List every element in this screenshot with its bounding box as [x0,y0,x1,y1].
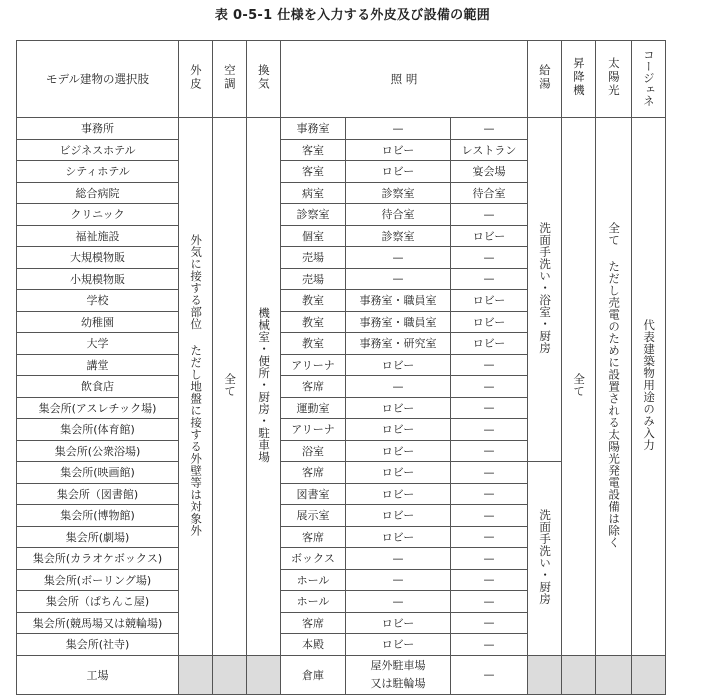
header-row [17,41,666,118]
model-name: 集会所(ボーリング場) [17,569,179,591]
lighting-room-1: 事務室 [281,118,346,140]
model-name: 集会所(劇場) [17,526,179,548]
lighting-room-3: — [451,462,528,484]
lighting-room-1: 個室 [281,225,346,247]
model-name: 集会所(体育館) [17,419,179,441]
header-cogeneration: コージェネ [632,41,666,118]
lighting-room-3: — [451,655,528,694]
lighting-room-3: — [451,612,528,634]
header-lighting: 照 明 [281,41,528,118]
lighting-room-2: ロビー [346,634,451,656]
model-name: 幼稚園 [17,311,179,333]
lighting-room-1: 病室 [281,182,346,204]
envelope-cell-factory [179,655,213,694]
lighting-room-3: — [451,268,528,290]
table-row-factory [17,655,666,694]
hot-water-cell-1: 洗面手洗い・浴室・厨房 [528,118,562,462]
ventilation-cell-factory [247,655,281,694]
lighting-room-2: — [346,591,451,613]
lighting-room-3: — [451,204,528,226]
lighting-room-1: 教室 [281,333,346,355]
lighting-room-3: — [451,505,528,527]
lighting-room-3: ロビー [451,290,528,312]
model-name: 大規模物販 [17,247,179,269]
lighting-room-1: 展示室 [281,505,346,527]
lighting-room-2: ロビー [346,354,451,376]
lighting-room-3: 待合室 [451,182,528,204]
lighting-room-2: ロビー [346,440,451,462]
lighting-room-2: ロビー [346,612,451,634]
lighting-room-2: ロビー [346,161,451,183]
lighting-room-2: — [346,118,451,140]
model-name: 大学 [17,333,179,355]
lighting-room-2-line-1: 屋外駐車場 [370,659,426,673]
lighting-room-2: 診察室 [346,225,451,247]
lighting-room-3: — [451,569,528,591]
lighting-room-2: ロビー [346,462,451,484]
lighting-room-2: 事務室・職員室 [346,311,451,333]
lighting-room-2: ロビー [346,526,451,548]
lighting-room-1: 教室 [281,290,346,312]
lighting-room-1: 客席 [281,612,346,634]
model-name: 集会所(映画館) [17,462,179,484]
model-name: 集会所(社寺) [17,634,179,656]
header-solar: 太陽光 [596,41,632,118]
lighting-room-1: 客室 [281,139,346,161]
lighting-room-1: 客席 [281,376,346,398]
lighting-room-3: — [451,526,528,548]
model-name: 集会所(アスレチック場) [17,397,179,419]
model-name: 集会所（図書館) [17,483,179,505]
lighting-room-2: — [346,569,451,591]
model-name: ビジネスホテル [17,139,179,161]
header-envelope: 外皮 [179,41,213,118]
lighting-room-3: — [451,354,528,376]
table-row [17,118,666,140]
lighting-room-3: — [451,440,528,462]
lighting-room-1: 倉庫 [281,655,346,694]
model-name: 小規模物販 [17,268,179,290]
lighting-room-2: 事務室・研究室 [346,333,451,355]
model-name: 総合病院 [17,182,179,204]
model-name: 飲食店 [17,376,179,398]
lighting-room-1: 運動室 [281,397,346,419]
model-name: 事務所 [17,118,179,140]
ventilation-cell: 機械室・便所・厨房・駐車場 [247,118,281,656]
header-elevator: 昇降機 [562,41,596,118]
model-name: 集会所（ぱちんこ屋) [17,591,179,613]
lighting-room-3: — [451,591,528,613]
lighting-room-1: 売場 [281,247,346,269]
lighting-room-1: 客席 [281,526,346,548]
lighting-room-3: — [451,483,528,505]
lighting-room-3: — [451,634,528,656]
model-name: 集会所(公衆浴場) [17,440,179,462]
model-name: クリニック [17,204,179,226]
lighting-room-1: ホール [281,569,346,591]
model-name: 集会所(博物館) [17,505,179,527]
lighting-room-1: 売場 [281,268,346,290]
elevator-cell: 全て [562,118,596,656]
lighting-room-3: — [451,376,528,398]
lighting-room-1: 浴室 [281,440,346,462]
lighting-room-2: ロビー [346,139,451,161]
header-ventilation: 換気 [247,41,281,118]
model-name: 学校 [17,290,179,312]
lighting-room-2: 診察室 [346,182,451,204]
lighting-room-3: 宴会場 [451,161,528,183]
lighting-room-2: — [346,247,451,269]
lighting-room-2: — [346,376,451,398]
lighting-room-1: ホール [281,591,346,613]
lighting-room-1: 本殿 [281,634,346,656]
solar-cell-factory [596,655,632,694]
lighting-room-3: レストラン [451,139,528,161]
lighting-room-3: ロビー [451,225,528,247]
lighting-room-2: ロビー [346,397,451,419]
hvac-cell-factory [213,655,247,694]
elevator-cell-factory [562,655,596,694]
header-model: モデル建物の選択肢 [17,41,179,118]
lighting-room-1: 図書室 [281,483,346,505]
lighting-room-2: ロビー [346,483,451,505]
lighting-room-1: 診察室 [281,204,346,226]
lighting-room-2: — [346,268,451,290]
lighting-room-2: ロビー [346,505,451,527]
hot-water-cell-2: 洗面手洗い・厨房 [528,462,562,656]
cogeneration-cell: 代表建築物用途のみ入力 [632,118,666,656]
lighting-room-3: — [451,397,528,419]
lighting-room-3: — [451,419,528,441]
lighting-room-3: ロビー [451,311,528,333]
model-name: シティホテル [17,161,179,183]
cogeneration-cell-factory [632,655,666,694]
lighting-room-3: — [451,247,528,269]
lighting-room-2 [346,655,451,694]
lighting-room-2: — [346,548,451,570]
spec-range-table [16,40,666,695]
hot-water-cell-factory [528,655,562,694]
envelope-cell: 外気に接する部位 ただし地盤に接する外壁等は対象外 [179,118,213,656]
lighting-room-2: 待合室 [346,204,451,226]
lighting-room-3: ロビー [451,333,528,355]
lighting-room-2: 事務室・職員室 [346,290,451,312]
solar-cell: 全て ただし売電のために設置される太陽光発電設備は除く [596,118,632,656]
lighting-room-1: 教室 [281,311,346,333]
model-name: 集会所(競馬場又は競輪場) [17,612,179,634]
lighting-room-1: アリーナ [281,354,346,376]
model-name: 集会所(カラオケボックス) [17,548,179,570]
header-hvac: 空調 [213,41,247,118]
lighting-room-2: ロビー [346,419,451,441]
header-hot-water: 給湯 [528,41,562,118]
model-name: 工場 [17,655,179,694]
table-title: 表 0-5-1 仕様を入力する外皮及び設備の範囲 [214,8,491,23]
model-name: 講堂 [17,354,179,376]
lighting-room-1: ボックス [281,548,346,570]
lighting-room-1: アリーナ [281,419,346,441]
lighting-room-2-line-2: 又は駐輪場 [370,676,426,690]
lighting-room-3: — [451,118,528,140]
lighting-room-1: 客席 [281,462,346,484]
model-name: 福祉施設 [17,225,179,247]
hvac-cell: 全て [213,118,247,656]
lighting-room-1: 客室 [281,161,346,183]
lighting-room-3: — [451,548,528,570]
